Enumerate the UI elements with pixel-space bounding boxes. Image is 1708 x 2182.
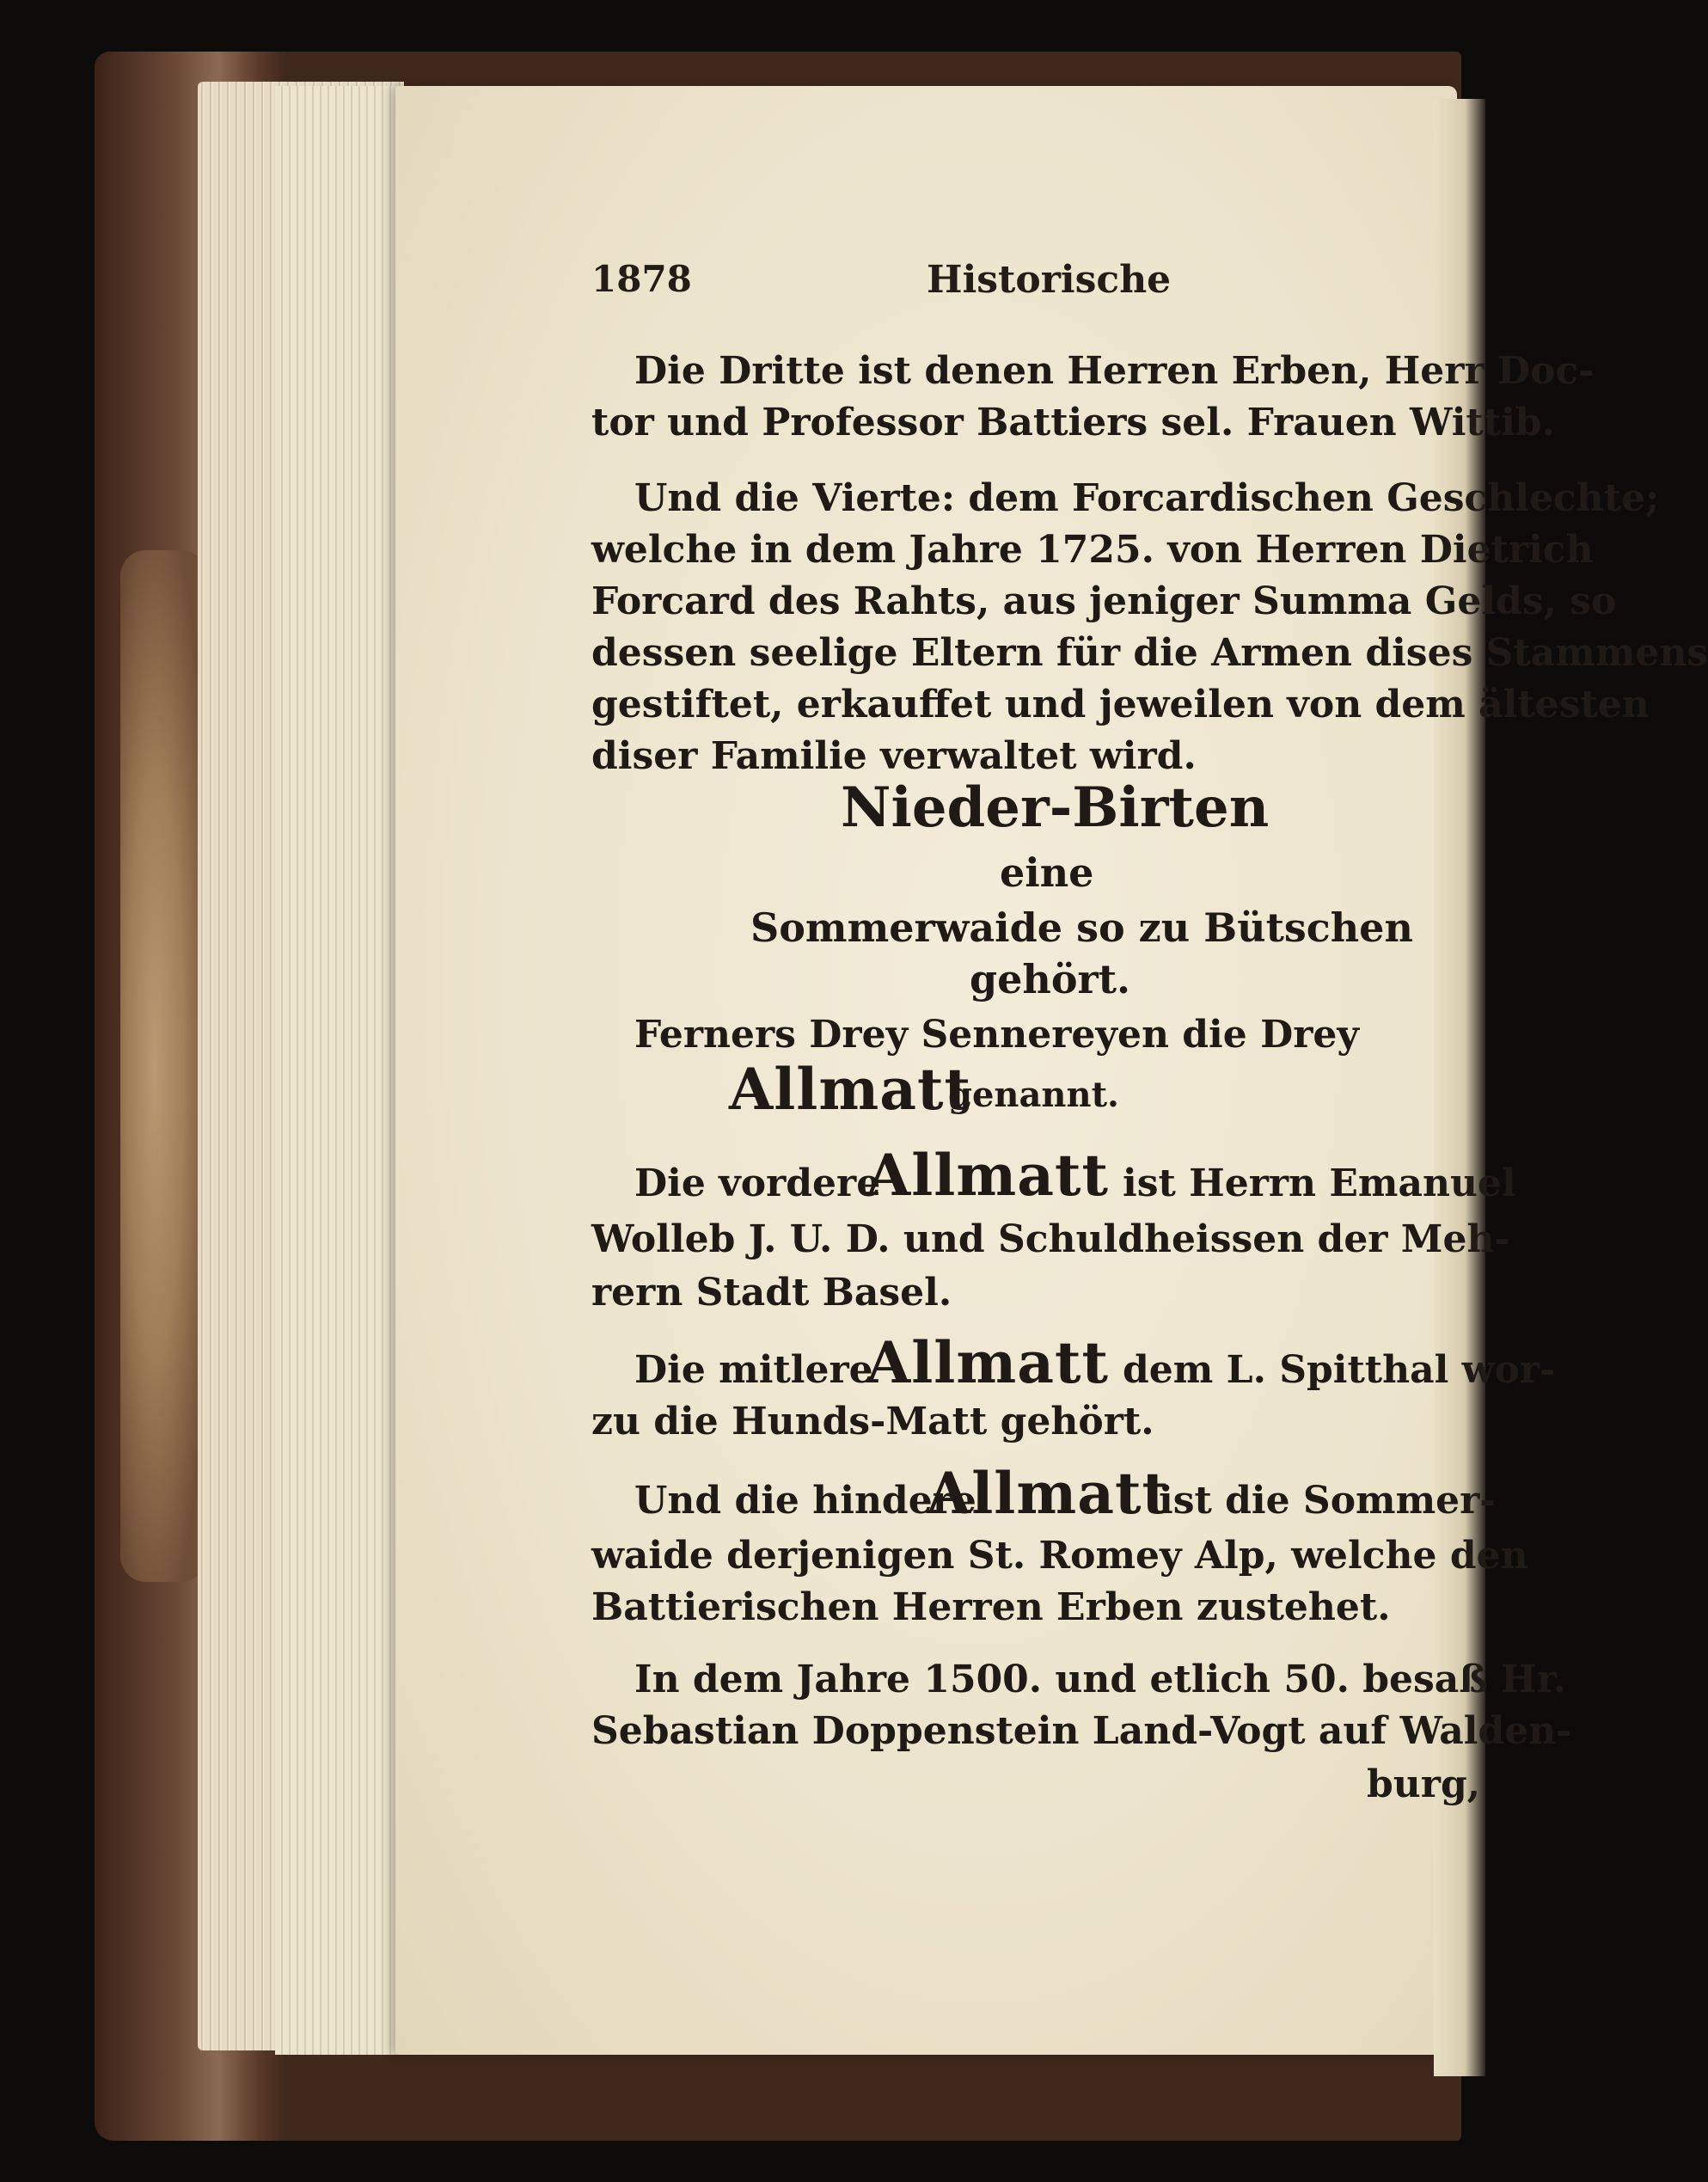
- text-line: welche in dem Jahre 1725. von Herren Dietrich: [591, 528, 1594, 572]
- heading-subline: eine: [1000, 849, 1094, 896]
- text-line: Die Dritte ist denen Herren Erben, Herr Doc-: [634, 349, 1595, 393]
- text-line: Sebastian Doppenstein Land-Vogt auf Walden-: [591, 1709, 1572, 1753]
- page-number: 1878: [591, 258, 692, 300]
- text-line: diser Familie verwaltet wird.: [591, 734, 1197, 778]
- text-line: Und die Vierte: dem Forcardischen Geschlechte;: [634, 476, 1660, 520]
- spine-wear-patch: [120, 550, 206, 1582]
- text-line: ist Herrn Emanuel: [1123, 1161, 1516, 1205]
- text-line: In dem Jahre 1500. und etlich 50. besaß Hr.: [634, 1658, 1567, 1701]
- text-line: genannt.: [948, 1075, 1119, 1115]
- text-line: dem L. Spitthal wor-: [1123, 1348, 1556, 1392]
- text-line: Battierischen Herren Erben zustehet.: [591, 1585, 1391, 1629]
- text-line: dessen seelige Eltern für die Armen dises Stammens: [591, 631, 1708, 675]
- allmatt-heading: Allmatt: [866, 1329, 1109, 1396]
- text-line: waide derjenigen St. Romey Alp, welche den: [591, 1534, 1528, 1578]
- heading-subline: gehört.: [970, 956, 1131, 1002]
- text-line: tor und Professor Battiers sel. Frauen Wittib.: [591, 401, 1555, 444]
- allmatt-heading: Allmatt: [927, 1460, 1169, 1527]
- heading-subline: Sommerwaide so zu Bütschen: [750, 904, 1413, 951]
- catchword: burg,: [1367, 1762, 1481, 1806]
- text-line: zu die Hunds-Matt gehört.: [591, 1400, 1154, 1443]
- text-line: Die vordere: [634, 1161, 881, 1205]
- section-heading: Nieder-Birten: [841, 775, 1270, 840]
- text-line: Forcard des Rahts, aus jeniger Summa Gelds, so: [591, 579, 1617, 623]
- running-header: [591, 258, 1447, 310]
- running-title: Historische: [927, 258, 1172, 302]
- allmatt-heading: Allmatt: [729, 1056, 971, 1123]
- allmatt-heading: Allmatt: [866, 1142, 1109, 1209]
- text-line: Die mitlere: [634, 1348, 873, 1392]
- text-line: Ferners Drey Sennereyen die Drey: [634, 1013, 1359, 1057]
- text-line: ist die Sommer-: [1159, 1479, 1496, 1523]
- text-line: Wolleb J. U. D. und Schuldheissen der Meh-: [591, 1217, 1510, 1261]
- page-edges-inner: [275, 86, 413, 2055]
- text-line: rern Stadt Basel.: [591, 1271, 952, 1315]
- text-line: gestiftet, erkauffet und jeweilen von dem ältesten: [591, 683, 1650, 726]
- text-line: Und die hindere: [634, 1479, 976, 1523]
